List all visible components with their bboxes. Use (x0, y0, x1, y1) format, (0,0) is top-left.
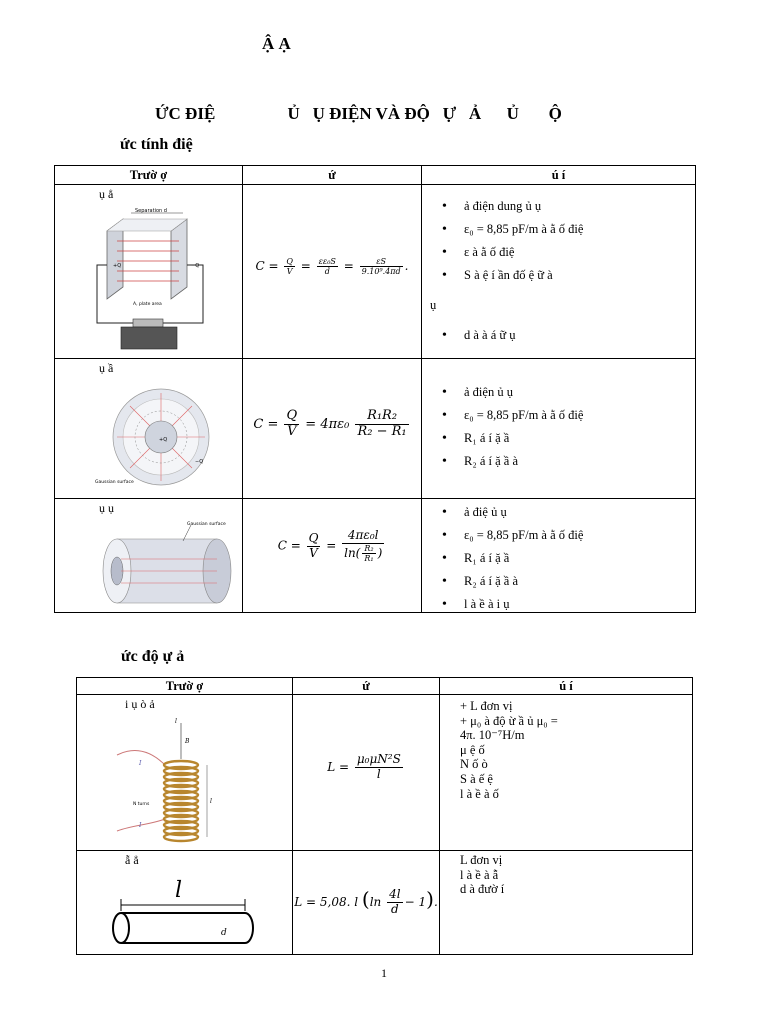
spherical-capacitor-figure (95, 379, 215, 495)
table-header-case: Trườ ợ (77, 678, 293, 695)
figure-label-gaussian: Gaussian surface (187, 522, 226, 527)
table-row (77, 695, 693, 851)
note-item: • ả điệ ủ ụ (442, 501, 685, 524)
parallel-plate-formula: C = $\frac{Q}{V}$ = $\frac{\text{εε₀S}}{d}$ = $\frac{\varepsilon S}{\text{9.10⁹.4πd}}$ . (255, 257, 409, 277)
notes-cell (440, 695, 693, 851)
notes-cell (440, 851, 693, 955)
notes-cell (422, 359, 696, 499)
document-subtitle: ỨC ĐIỆ Ủ Ụ ĐIỆN VÀ ĐỘ Ự Ả Ủ Ộ (155, 104, 562, 123)
figure-label-area: A, plate area (133, 302, 162, 307)
figure-label-current-out: I (139, 822, 142, 829)
note-item: • R₂ á í ặ ầ à (442, 570, 685, 593)
case-cell (77, 695, 293, 851)
page-number: 1 (381, 966, 387, 980)
figure-label-minus-q: −Q (195, 459, 204, 465)
formula-cell (243, 185, 422, 359)
case-title: ụ ẳ (99, 187, 114, 201)
formula-cell (293, 695, 440, 851)
note-item: • ε à ằ ố điệ (442, 241, 685, 264)
note-item: l à ề à ố (460, 786, 499, 801)
note-item: • R₁ á í ặ ầ (442, 427, 685, 450)
figure-label-length: l (175, 879, 183, 903)
note-item: • ε₀ = 8,85 pF/m à ằ ố điệ (442, 404, 685, 427)
table-row (55, 359, 696, 499)
note-item: + L đơn vị (460, 699, 513, 713)
case-cell (55, 185, 243, 359)
note-item: l à ề à ẫ (460, 867, 499, 882)
note-item: • ả điện ủ ụ (442, 381, 685, 404)
figure-label-separation: Separation d (135, 208, 167, 214)
figure-label-current-in: I (139, 760, 142, 767)
section-heading-capacitance: ức tính điệ (120, 136, 193, 153)
spherical-formula: C = $\frac{Q}{V}$ = 4πε₀ $\frac{\text{R₁R₂}}{\text{R₂ − R₁}}$ (253, 408, 407, 439)
table-header-notes: ú í (422, 166, 696, 185)
note-item: • S à ệ í ần đố ệ ữ à (442, 264, 685, 287)
figure-label-plus-q: +Q (113, 263, 122, 269)
figure-label-field: B (185, 738, 190, 745)
case-title: i ụ ò ả (125, 697, 155, 711)
note-item: • ε₀ = 8,85 pF/m à ằ ố điệ (442, 524, 685, 547)
cylindrical-capacitor-figure (95, 519, 235, 609)
cylindrical-formula: C = $\frac{Q}{V}$ = 4πε₀l ln( $\frac{\text{R₂}}{\text{R₁}}$ ) (277, 528, 383, 563)
note-item: L đơn vị (460, 853, 503, 867)
note-item: • R₁ á í ặ ầ (442, 547, 685, 570)
formula-cell (243, 359, 422, 499)
table-row (77, 851, 693, 955)
note-item: S à ế ệ (460, 771, 493, 786)
note-item: N ố ò (460, 757, 488, 772)
table-header-notes: ú í (440, 678, 693, 695)
straight-wire-figure (107, 879, 263, 949)
solenoid-figure (113, 713, 225, 861)
notes-cell (422, 499, 696, 613)
note-item: • ε₀ = 8,85 pF/m à ằ ố điệ (442, 218, 685, 241)
table-header-case: Trườ ợ (55, 166, 243, 185)
note-item-tail: ụ (430, 298, 437, 312)
section-heading-inductance: ức độ ự ả (121, 648, 185, 665)
figure-label-l-top: l (175, 718, 177, 725)
note-item: • ả điện dung ủ ụ (442, 195, 685, 218)
document-title: Ậ Ạ (262, 34, 291, 53)
case-title: ụ ụ (99, 501, 114, 515)
straight-wire-formula: L = 5,08. l (ln $\frac{4l}{d}$ − 1). (294, 887, 438, 916)
note-item: • R₂ á í ặ ầ à (442, 450, 685, 473)
solenoid-formula: L = $\frac{\text{μ₀μN²S}}{l}$ (327, 752, 401, 781)
note-item: • d à à á ữ ụ (442, 324, 685, 347)
case-title: ẫ ẳ (125, 853, 139, 867)
note-item: + μ₀ à độ ừ ầ ủ μ₀ = (460, 713, 558, 728)
figure-label-length: l (210, 798, 212, 805)
figure-label-gaussian: Gaussian surface (95, 480, 134, 485)
figure-label-minus-q: −Q (191, 263, 200, 269)
table-row (55, 499, 696, 613)
formula-cell (243, 499, 422, 613)
formula-cell (293, 851, 440, 955)
figure-label-diameter: d (221, 928, 227, 938)
figure-label-plus-q: +Q (159, 437, 168, 443)
figure-label-turns: N turns (133, 802, 150, 807)
case-cell (77, 851, 293, 955)
note-item: μ ệ ố (460, 742, 485, 757)
note-item: 4π. 10⁻⁷H/m (460, 728, 525, 743)
notes-cell (422, 185, 696, 359)
parallel-plate-capacitor-figure (93, 207, 215, 353)
capacitance-table (54, 165, 696, 613)
case-title: ụ ầ (99, 361, 114, 375)
table-header-formula: ứ (243, 166, 422, 185)
inductance-table (76, 677, 693, 955)
note-item: • l à ề à i ụ (442, 593, 685, 616)
case-cell (55, 359, 243, 499)
note-item: d à đườ í (460, 882, 505, 897)
table-row (55, 185, 696, 359)
case-cell (55, 499, 243, 613)
table-header-formula: ứ (293, 678, 440, 695)
